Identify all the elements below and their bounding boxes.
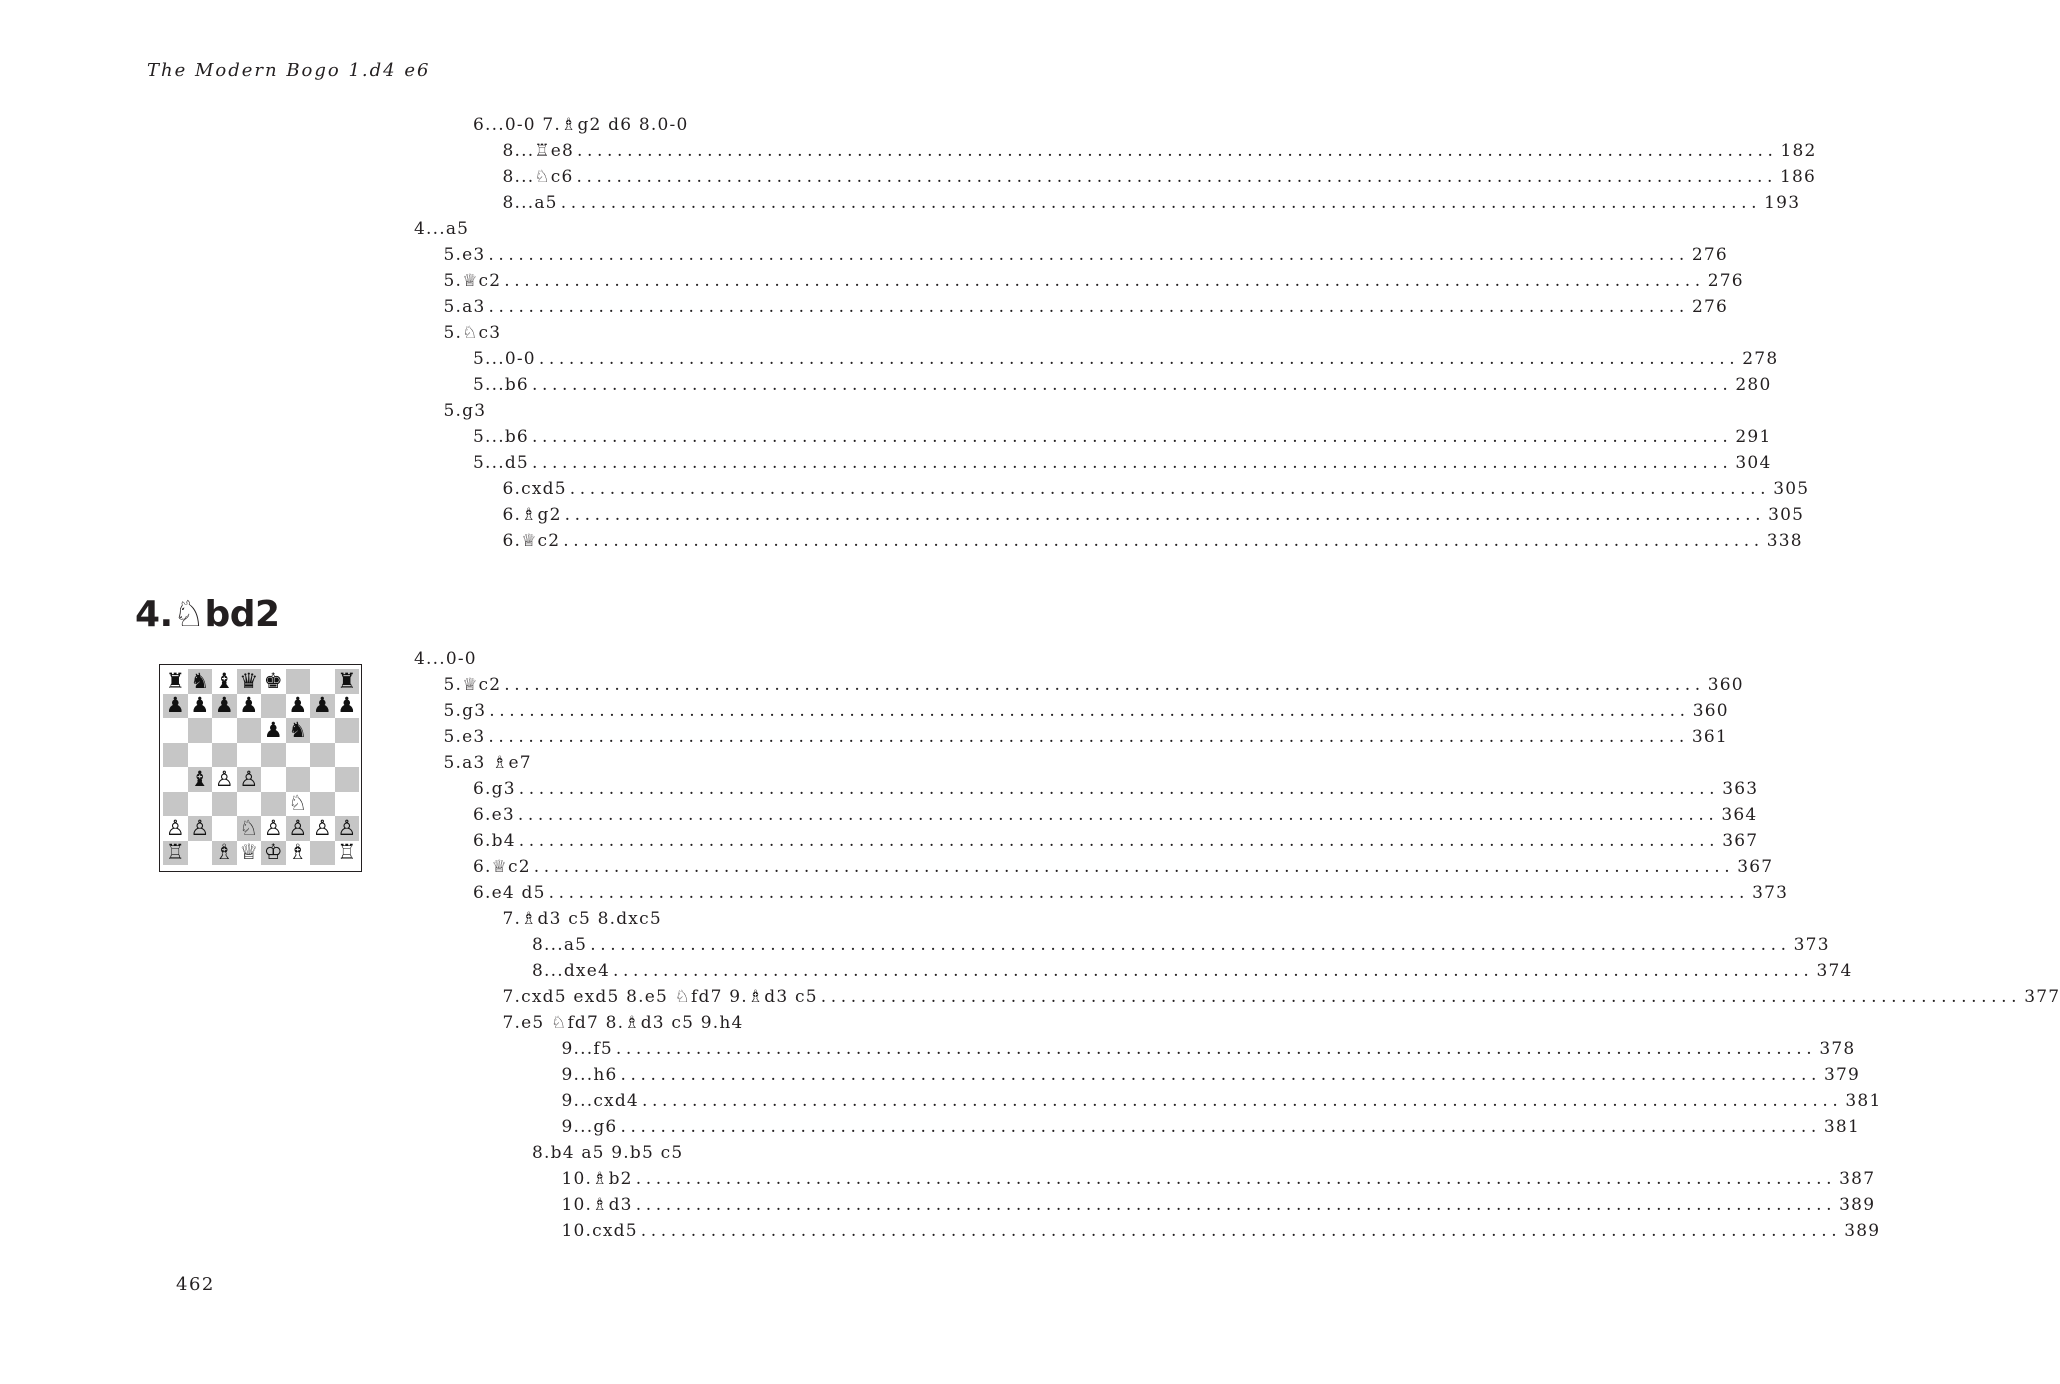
toc-entry-page: 374 bbox=[1816, 961, 1853, 981]
board-square bbox=[237, 841, 262, 866]
toc-entry bbox=[473, 880, 1789, 906]
toc-entry bbox=[532, 932, 1830, 958]
toc-entry-label: 5...0-0 bbox=[473, 349, 536, 369]
toc-entry-page: 304 bbox=[1735, 453, 1772, 473]
toc-entry bbox=[444, 320, 869, 346]
dot-leader: ........................................................................................................................ bbox=[576, 167, 1777, 187]
chess-piece: ♟ bbox=[337, 693, 357, 718]
toc-entry-label: 8...a5 bbox=[502, 193, 558, 213]
toc-entry bbox=[473, 828, 1759, 854]
toc-entry-label: 9...h6 bbox=[561, 1065, 618, 1085]
toc-entry bbox=[561, 1218, 1881, 1244]
toc-entry-page: 361 bbox=[1691, 727, 1728, 747]
dot-leader: ........................................................................................................................ bbox=[504, 271, 1705, 291]
board-square bbox=[310, 767, 335, 792]
toc-entry bbox=[473, 450, 1772, 476]
board-square bbox=[163, 718, 188, 743]
board-square bbox=[335, 718, 360, 743]
board-square bbox=[286, 792, 311, 817]
board-square bbox=[335, 669, 360, 694]
toc-entry-page: 360 bbox=[1707, 675, 1744, 695]
dot-leader: ........................................................................................................................ bbox=[504, 675, 1705, 695]
toc-entry-page: 186 bbox=[1779, 167, 1817, 187]
dot-leader: ........................................................................................................................ bbox=[518, 831, 1720, 851]
board-square bbox=[163, 816, 188, 841]
board-square bbox=[237, 792, 262, 817]
dot-leader: ........................................................................................................................ bbox=[531, 375, 1733, 395]
dot-leader: ........................................................................................................................ bbox=[518, 779, 1720, 799]
board-square bbox=[212, 816, 237, 841]
dot-leader: ........................................................................................................................ bbox=[635, 1195, 1837, 1215]
toc-entry-page: 193 bbox=[1764, 193, 1801, 213]
board-square bbox=[310, 694, 335, 719]
toc-entry-label: 5.a3 bbox=[443, 297, 486, 317]
board-square bbox=[335, 694, 360, 719]
toc-entry bbox=[473, 854, 1774, 880]
board-square bbox=[310, 841, 335, 866]
toc-entry-page: 360 bbox=[1692, 701, 1729, 721]
dot-leader: ........................................................................................................................ bbox=[489, 701, 1690, 721]
chess-piece: ♙ bbox=[165, 815, 185, 840]
toc-entry-label: 5.♕c2 bbox=[443, 271, 502, 291]
toc-entry bbox=[561, 1036, 1856, 1062]
toc-entry bbox=[473, 346, 1779, 372]
toc-entry-page: 338 bbox=[1766, 531, 1803, 551]
chess-piece: ♗ bbox=[214, 840, 234, 865]
toc-entry-page: 378 bbox=[1819, 1039, 1856, 1059]
board-square bbox=[163, 694, 188, 719]
board-square bbox=[237, 718, 262, 743]
toc-entry-label: 7.e5 ♘fd7 8.♗d3 c5 9.h4 bbox=[502, 1013, 744, 1033]
toc-entry-page: 381 bbox=[1845, 1091, 1882, 1111]
board-square bbox=[335, 816, 360, 841]
chess-piece: ♟ bbox=[190, 693, 210, 718]
toc-entry bbox=[503, 906, 869, 932]
board-square bbox=[163, 767, 188, 792]
dot-leader: ........................................................................................................................ bbox=[641, 1091, 1843, 1111]
toc-entry-label: 5...d5 bbox=[473, 453, 529, 473]
toc-entry-label: 9...cxd4 bbox=[561, 1091, 639, 1111]
board-square bbox=[261, 718, 286, 743]
dot-leader: ........................................................................................................................ bbox=[615, 1039, 1817, 1059]
board-square bbox=[286, 718, 311, 743]
dot-leader: ........................................................................................................................ bbox=[488, 245, 1689, 265]
chess-piece: ♜ bbox=[165, 668, 185, 693]
board-square bbox=[310, 792, 335, 817]
board-square bbox=[212, 792, 237, 817]
toc-entry bbox=[444, 398, 869, 424]
toc-entry-label: 10.cxd5 bbox=[561, 1221, 638, 1241]
toc-entry-page: 305 bbox=[1768, 505, 1805, 525]
chess-piece: ♖ bbox=[337, 840, 357, 865]
toc-entry-label: 6.♕c2 bbox=[473, 857, 531, 877]
board-square bbox=[286, 841, 311, 866]
board-square bbox=[188, 694, 213, 719]
board-square bbox=[335, 792, 360, 817]
chess-piece: ♟ bbox=[312, 693, 332, 718]
toc-entry bbox=[443, 724, 1728, 750]
toc-entry bbox=[473, 372, 1772, 398]
board-square bbox=[237, 669, 262, 694]
chess-piece: ♟ bbox=[165, 693, 185, 718]
section-heading: 4.♘bd2 bbox=[135, 594, 280, 635]
toc-entry bbox=[532, 1140, 868, 1166]
toc-entry bbox=[561, 1166, 1876, 1192]
board-square bbox=[212, 718, 237, 743]
toc-entry bbox=[561, 1192, 1876, 1218]
board-square bbox=[188, 743, 213, 768]
toc-entry bbox=[502, 164, 1817, 190]
toc-entry-page: 276 bbox=[1707, 271, 1744, 291]
board-square bbox=[310, 669, 335, 694]
board-square bbox=[310, 718, 335, 743]
toc-entry bbox=[561, 1062, 1861, 1088]
dot-leader: ........................................................................................................................ bbox=[538, 349, 1740, 369]
board-square bbox=[335, 767, 360, 792]
board-square bbox=[163, 841, 188, 866]
chess-piece: ♘ bbox=[239, 815, 259, 840]
board-square bbox=[286, 669, 311, 694]
toc-entry-label: 8...♘c6 bbox=[502, 167, 574, 187]
toc-entry bbox=[473, 424, 1772, 450]
toc-entry-label: 5.g3 bbox=[443, 701, 487, 721]
toc-entry-label: 10.♗b2 bbox=[561, 1169, 633, 1189]
board-square bbox=[188, 767, 213, 792]
board-square bbox=[163, 743, 188, 768]
chess-piece: ♙ bbox=[263, 815, 283, 840]
dot-leader: ........................................................................................................................ bbox=[517, 805, 1719, 825]
dot-leader: ........................................................................................................................ bbox=[548, 883, 1750, 903]
toc-entry-label: 10.♗d3 bbox=[561, 1195, 633, 1215]
board-square bbox=[237, 816, 262, 841]
board-square bbox=[261, 767, 286, 792]
board-square bbox=[237, 767, 262, 792]
toc-entry bbox=[502, 476, 1810, 502]
board-square bbox=[188, 792, 213, 817]
toc-entry bbox=[443, 268, 1744, 294]
chess-piece: ♙ bbox=[288, 815, 308, 840]
toc-entry bbox=[473, 112, 868, 138]
toc-entry bbox=[443, 242, 1728, 268]
board-square bbox=[188, 816, 213, 841]
board-square bbox=[163, 792, 188, 817]
toc-entry-page: 182 bbox=[1780, 141, 1817, 161]
toc-entry bbox=[502, 528, 1803, 554]
dot-leader: ........................................................................................................................ bbox=[563, 531, 1764, 551]
dot-leader: ........................................................................................................................ bbox=[569, 479, 1771, 499]
chess-piece: ♔ bbox=[263, 840, 283, 865]
toc-entry bbox=[502, 138, 1817, 164]
toc-entry-label: 6.e4 d5 bbox=[473, 883, 546, 903]
toc-entry-label: 8.b4 a5 9.b5 c5 bbox=[532, 1143, 684, 1163]
toc-entry-page: 387 bbox=[1839, 1169, 1876, 1189]
dot-leader: ........................................................................................................................ bbox=[635, 1169, 1837, 1189]
chess-piece: ♙ bbox=[190, 815, 210, 840]
toc-entry-label: 5.g3 bbox=[443, 401, 487, 421]
toc-entry-page: 280 bbox=[1735, 375, 1772, 395]
dot-leader: ........................................................................................................................ bbox=[560, 193, 1762, 213]
toc-entry-page: 367 bbox=[1722, 831, 1759, 851]
board-square bbox=[286, 816, 311, 841]
toc-entry-label: 5...b6 bbox=[473, 427, 529, 447]
board-square bbox=[212, 669, 237, 694]
chess-piece: ♕ bbox=[239, 840, 259, 865]
board-square bbox=[237, 694, 262, 719]
board-square bbox=[163, 669, 188, 694]
toc-entry-label: 9...f5 bbox=[561, 1039, 613, 1059]
toc-entry-page: 276 bbox=[1691, 297, 1729, 317]
toc-entry bbox=[502, 984, 2060, 1010]
toc-entry bbox=[414, 216, 868, 242]
toc-entry-label: 6.e3 bbox=[473, 805, 515, 825]
board-square bbox=[212, 767, 237, 792]
board-square bbox=[212, 743, 237, 768]
board-square bbox=[261, 792, 286, 817]
toc-entry bbox=[473, 802, 1758, 828]
dot-leader: ........................................................................................................................ bbox=[531, 427, 1733, 447]
toc-entry-page: 276 bbox=[1691, 245, 1728, 265]
toc-entry-label: 8...dxe4 bbox=[532, 961, 610, 981]
toc-entry-page: 278 bbox=[1742, 349, 1779, 369]
chess-piece: ♙ bbox=[312, 815, 332, 840]
toc-entry bbox=[443, 672, 1744, 698]
toc-entry-label: 6.♗g2 bbox=[502, 505, 562, 525]
toc-entry-label: 7.cxd5 exd5 8.e5 ♘fd7 9.♗d3 c5 bbox=[502, 987, 818, 1007]
toc-entry-label: 6...0-0 7.♗g2 d6 8.0-0 bbox=[473, 115, 689, 135]
dot-leader: ........................................................................................................................ bbox=[488, 727, 1689, 747]
dot-leader: ........................................................................................................................ bbox=[577, 141, 1778, 161]
board-square bbox=[188, 841, 213, 866]
board-square bbox=[261, 694, 286, 719]
toc-entry-page: 373 bbox=[1752, 883, 1789, 903]
toc-entry-page: 373 bbox=[1793, 935, 1830, 955]
toc-entry-label: 6.g3 bbox=[473, 779, 516, 799]
dot-leader: ........................................................................................................................ bbox=[640, 1221, 1842, 1241]
chess-piece: ♙ bbox=[239, 766, 259, 791]
chess-diagram bbox=[159, 664, 362, 872]
toc-entry-page: 363 bbox=[1722, 779, 1759, 799]
board-square bbox=[212, 694, 237, 719]
chess-board bbox=[163, 669, 359, 865]
toc-entry-label: 4...0-0 bbox=[414, 649, 477, 669]
dot-leader: ........................................................................................................................ bbox=[620, 1117, 1821, 1137]
running-head: The Modern Bogo 1.d4 e6 bbox=[147, 60, 431, 81]
board-square bbox=[286, 743, 311, 768]
toc-entry bbox=[443, 294, 1729, 320]
board-square bbox=[237, 743, 262, 768]
toc-entry-page: 291 bbox=[1735, 427, 1772, 447]
toc-entry bbox=[561, 1088, 1882, 1114]
chess-piece: ♜ bbox=[337, 668, 357, 693]
dot-leader: ........................................................................................................................ bbox=[820, 987, 2022, 1007]
toc-entry-page: 364 bbox=[1721, 805, 1758, 825]
chess-piece: ♗ bbox=[288, 840, 308, 865]
chess-piece: ♟ bbox=[263, 717, 283, 742]
toc-entry bbox=[502, 190, 1801, 216]
toc-entry bbox=[414, 646, 868, 672]
toc-entry-label: 6.♕c2 bbox=[502, 531, 561, 551]
board-square bbox=[286, 694, 311, 719]
chess-piece: ♖ bbox=[165, 840, 185, 865]
dot-leader: ........................................................................................................................ bbox=[533, 857, 1735, 877]
dot-leader: ........................................................................................................................ bbox=[531, 453, 1733, 473]
toc-entry bbox=[502, 502, 1805, 528]
toc-entry-label: 6.cxd5 bbox=[502, 479, 567, 499]
dot-leader: ........................................................................................................................ bbox=[612, 961, 1814, 981]
toc-entry-label: 5...b6 bbox=[473, 375, 529, 395]
chess-piece: ♚ bbox=[263, 668, 283, 693]
board-square bbox=[188, 718, 213, 743]
page-number: 462 bbox=[176, 1274, 215, 1295]
chess-piece: ♝ bbox=[214, 668, 234, 693]
board-square bbox=[310, 743, 335, 768]
board-square bbox=[261, 816, 286, 841]
toc-entry-label: 5.♕c2 bbox=[443, 675, 502, 695]
chess-piece: ♙ bbox=[337, 815, 357, 840]
toc-entry-page: 389 bbox=[1839, 1195, 1876, 1215]
toc-entry-label: 7.♗d3 c5 8.dxc5 bbox=[502, 909, 662, 929]
chess-piece: ♞ bbox=[190, 668, 210, 693]
board-square bbox=[286, 767, 311, 792]
toc-entry-page: 305 bbox=[1773, 479, 1810, 499]
toc-entry-label: 6.b4 bbox=[473, 831, 516, 851]
chess-piece: ♟ bbox=[288, 693, 308, 718]
toc-entry-label: 9...g6 bbox=[561, 1117, 618, 1137]
dot-leader: ........................................................................................................................ bbox=[620, 1065, 1821, 1085]
toc-entry-page: 381 bbox=[1823, 1117, 1860, 1137]
toc-entry bbox=[443, 698, 1729, 724]
dot-leader: ........................................................................................................................ bbox=[564, 505, 1766, 525]
toc-entry-page: 389 bbox=[1844, 1221, 1881, 1241]
board-square bbox=[212, 841, 237, 866]
chess-piece: ♛ bbox=[239, 668, 259, 693]
chess-piece: ♞ bbox=[288, 717, 308, 742]
toc-entry-label: 5.♘c3 bbox=[443, 323, 502, 343]
chess-piece: ♟ bbox=[239, 693, 259, 718]
chess-piece: ♝ bbox=[190, 766, 210, 791]
board-square bbox=[335, 841, 360, 866]
toc-entry-page: 367 bbox=[1737, 857, 1774, 877]
toc-entry bbox=[503, 1010, 869, 1036]
board-square bbox=[261, 743, 286, 768]
board-square bbox=[261, 669, 286, 694]
board-square bbox=[188, 669, 213, 694]
toc-entry bbox=[532, 958, 1853, 984]
toc-entry bbox=[444, 750, 869, 776]
board-square bbox=[335, 743, 360, 768]
toc-entry-page: 377 bbox=[2024, 987, 2060, 1007]
toc-entry bbox=[473, 776, 1759, 802]
dot-leader: ........................................................................................................................ bbox=[590, 935, 1791, 955]
dot-leader: ........................................................................................................................ bbox=[488, 297, 1689, 317]
toc-entry-label: 4...a5 bbox=[414, 219, 470, 239]
board-square bbox=[310, 816, 335, 841]
chess-piece: ♟ bbox=[214, 693, 234, 718]
board-square bbox=[261, 841, 286, 866]
chess-piece: ♙ bbox=[214, 766, 234, 791]
toc-entry-label: 8...♖e8 bbox=[502, 141, 575, 161]
toc-entry-label: 8...a5 bbox=[532, 935, 588, 955]
toc-entry bbox=[561, 1114, 1860, 1140]
toc-entry-label: 5.e3 bbox=[443, 245, 486, 265]
chess-piece: ♘ bbox=[288, 791, 308, 816]
toc-entry-page: 379 bbox=[1823, 1065, 1861, 1085]
toc-entry-label: 5.e3 bbox=[443, 727, 486, 747]
toc-entry-label: 5.a3 ♗e7 bbox=[443, 753, 532, 773]
